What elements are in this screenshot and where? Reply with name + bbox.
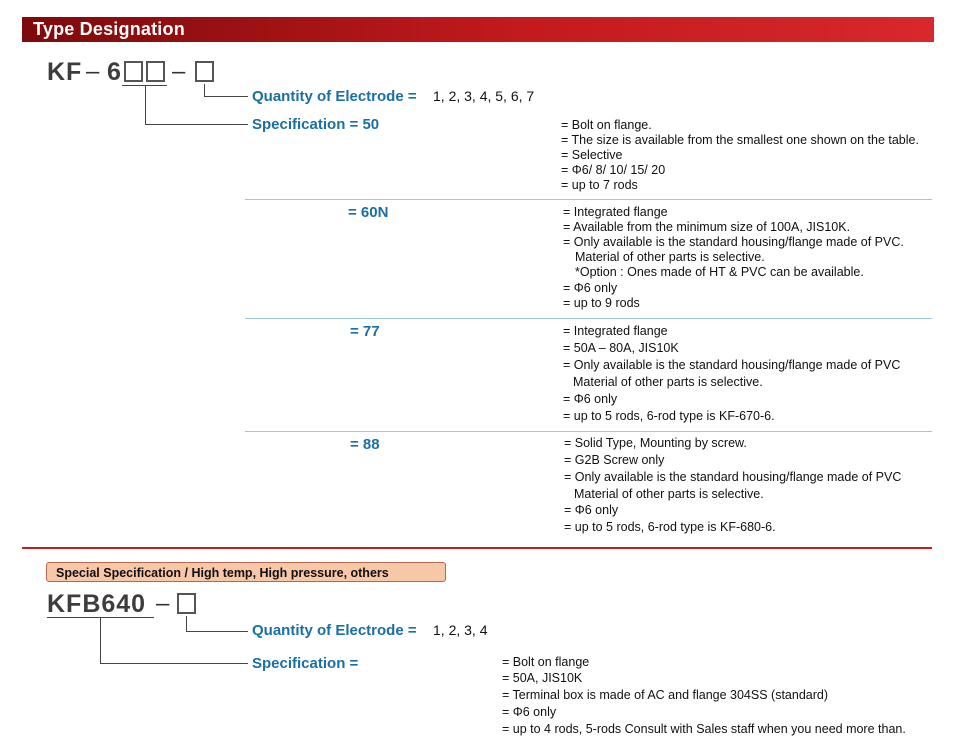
detail-value: = Bolt on flange. — [561, 118, 652, 132]
kfb-quantity-code-box — [177, 593, 196, 614]
detail-value: = 50A, JIS10K — [502, 671, 583, 685]
detail-value: = Integrated flange — [563, 324, 668, 338]
detail-value: = up to 5 rods, 6-rod type is KF-670-6. — [563, 409, 775, 423]
quantity-connector-horizontal — [204, 96, 248, 97]
quantity-label: Quantity of Electrode = — [252, 88, 417, 105]
detail-value: Material of other parts is selective. — [573, 375, 763, 389]
detail-value: = Only available is the standard housing/flange made of PVC — [563, 358, 901, 372]
page-title: Type Designation — [33, 19, 185, 39]
detail-value: = The size is available from the smallest one shown on the table. — [561, 133, 919, 147]
detail-value: = Available from the minimum size of 100A, JIS10K. — [563, 220, 851, 234]
quantity-values: 1, 2, 3, 4, 5, 6, 7 — [433, 88, 535, 104]
quantity-code-box — [195, 61, 214, 82]
detail-value: Material of other parts is selective. — [575, 250, 765, 264]
section-red-divider — [22, 547, 932, 549]
quantity-connector-vertical — [204, 84, 205, 96]
spec-connector-vertical — [145, 86, 146, 124]
detail-value: = Φ6/ 8/ 10/ 15/ 20 — [561, 163, 666, 177]
spec-60n-label: = 60N — [348, 204, 389, 221]
detail-value: = Φ6 only — [563, 392, 618, 406]
kfb-spec-connector-horizontal — [100, 663, 248, 664]
detail-value: = Selective — [561, 148, 623, 162]
spec-code-box-1 — [124, 61, 143, 82]
kf-model-code: KF — [47, 58, 83, 86]
kf-dash: – — [86, 58, 100, 85]
spec-88-label: = 88 — [350, 436, 380, 453]
kfb-quantity-connector-vertical — [186, 616, 187, 631]
detail-value: Material of other parts is selective. — [574, 487, 764, 501]
kfb-quantity-label: Quantity of Electrode = — [252, 622, 417, 639]
detail-value: = Φ6 only — [564, 503, 619, 517]
spec-50-label: Specification = 50 — [252, 116, 380, 133]
detail-value: *Option : Ones made of HT & PVC can be available. — [575, 265, 864, 279]
kfb-model-code: KFB640 — [47, 590, 147, 618]
special-spec-badge-text: Special Specification / High temp, High pressure, others — [56, 566, 389, 580]
spec-77-label: = 77 — [350, 323, 380, 340]
kf-digit: 6 — [107, 58, 122, 86]
kf-dash-2: – — [172, 58, 186, 85]
detail-value: = up to 7 rods — [561, 178, 638, 192]
detail-value: = 50A – 80A, JIS10K — [563, 341, 679, 355]
detail-value: = up to 5 rods, 6-rod type is KF-680-6. — [564, 520, 776, 534]
detail-value: = Bolt on flange — [502, 655, 590, 669]
kfb-quantity-connector-horizontal — [186, 631, 248, 632]
detail-value: = Solid Type, Mounting by screw. — [564, 436, 747, 450]
kfb-dash: – — [156, 590, 170, 617]
section-divider — [245, 431, 932, 432]
detail-value: = Φ6 only — [502, 705, 557, 719]
detail-value: = Only available is the standard housing/flange made of PVC — [564, 470, 902, 484]
detail-value: = Integrated flange — [563, 205, 668, 219]
kfb-spec-connector-vertical — [100, 618, 101, 663]
spec-code-box-2 — [146, 61, 165, 82]
spec-connector-horizontal — [145, 124, 248, 125]
kfb-quantity-values: 1, 2, 3, 4 — [433, 622, 488, 638]
kfb-spec-label: Specification = — [252, 655, 359, 672]
section-divider — [245, 199, 932, 200]
detail-value: = Terminal box is made of AC and flange 304SS (standard) — [502, 688, 829, 702]
section-divider — [245, 318, 932, 319]
detail-value: = up to 9 rods — [563, 296, 640, 310]
detail-value: = up to 4 rods, 5-rods Consult with Sales staff when you need more than. — [502, 722, 906, 736]
detail-value: = G2B Screw only — [564, 453, 665, 467]
detail-value: = Only available is the standard housing/flange made of PVC. — [563, 235, 904, 249]
detail-value: = Φ6 only — [563, 281, 618, 295]
